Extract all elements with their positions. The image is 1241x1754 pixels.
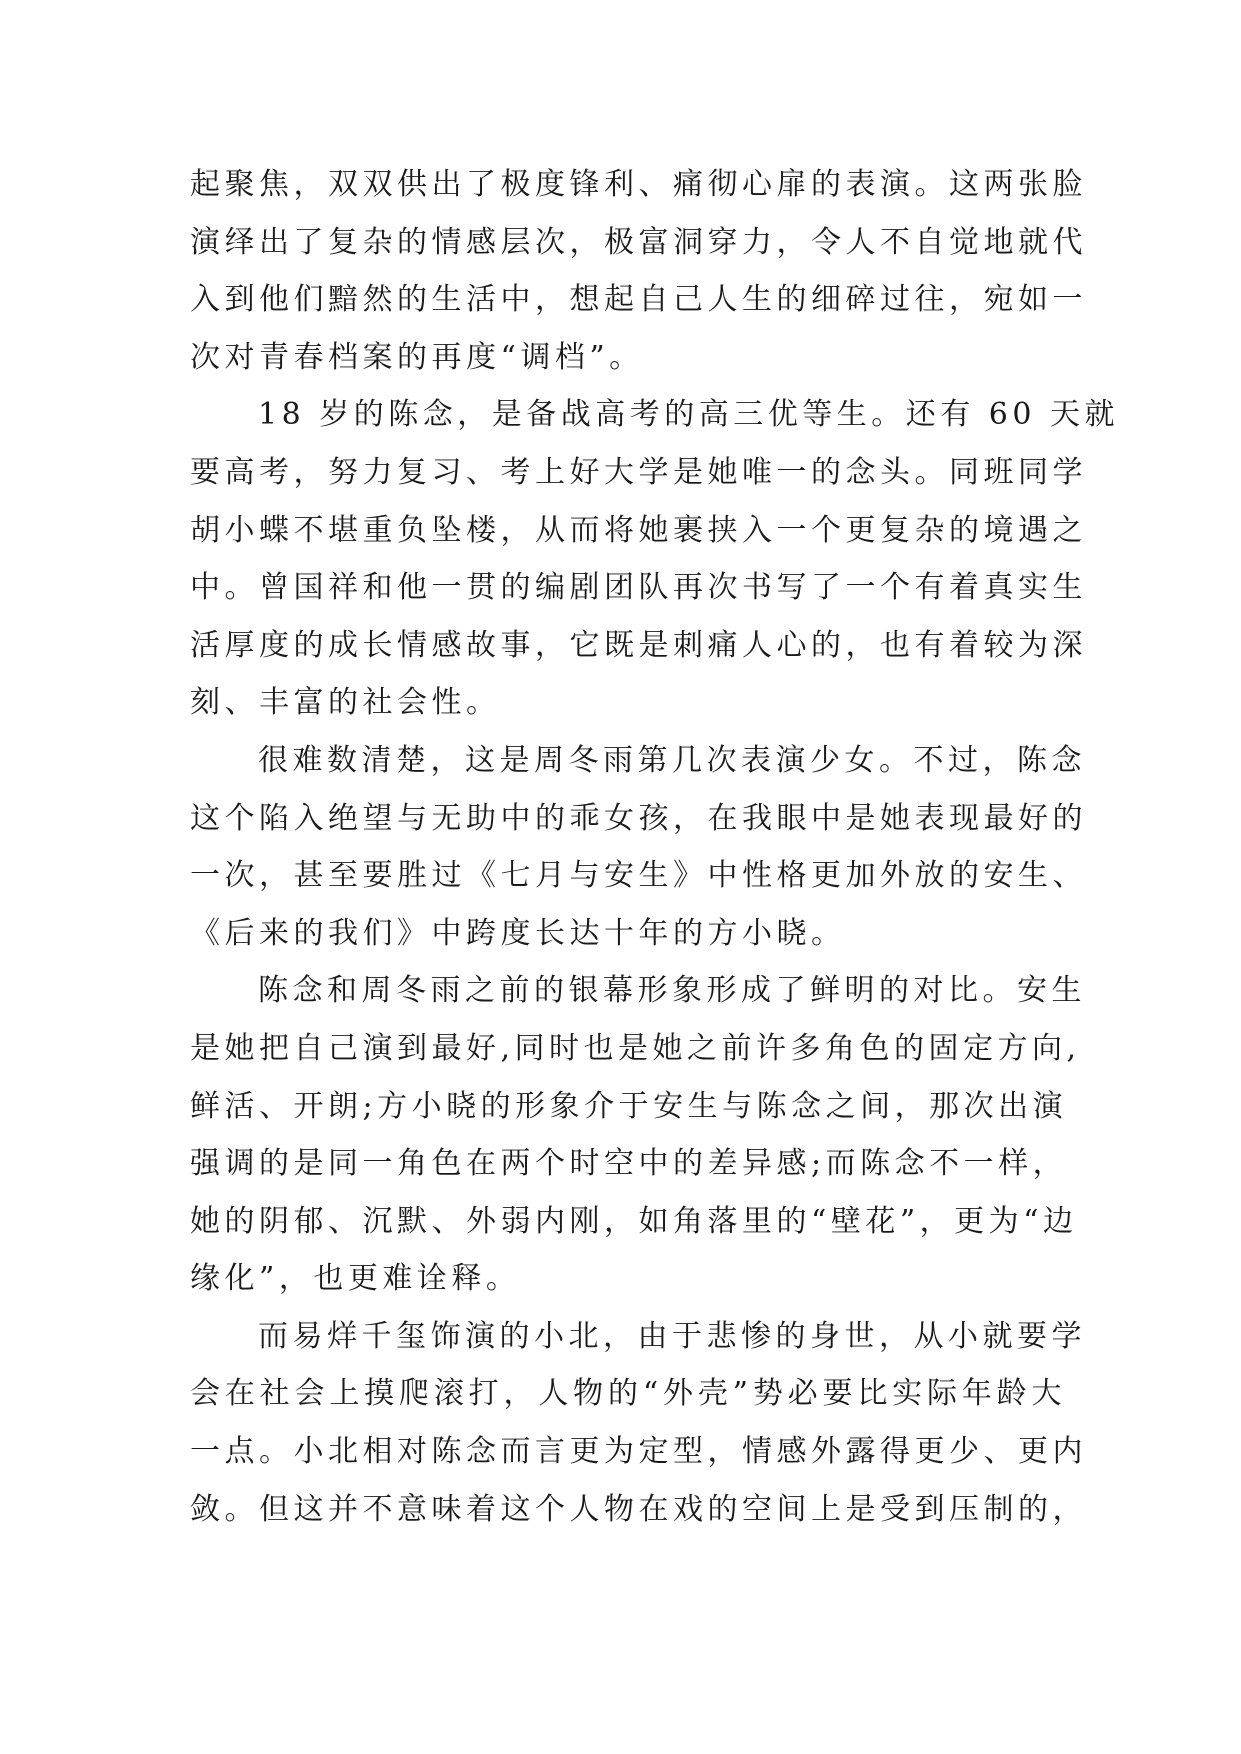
text-line: 活厚度的成长情感故事，它既是刺痛人心的，也有着较为深 — [190, 627, 1087, 663]
text-line: 一点。小北相对陈念而言更为定型，情感外露得更少、更内 — [190, 1434, 1087, 1470]
paragraph — [190, 962, 1086, 1308]
text-line: 刻、丰富的社会性。 — [190, 685, 501, 721]
paragraph — [190, 156, 1087, 386]
text-line: 敛。但这并不意味着这个人物在戏的空间上是受到压制的， — [190, 1491, 1087, 1527]
article-body — [190, 156, 1119, 1538]
text-line: 这个陷入绝望与无助中的乖女孩，在我眼中是她表现最好的 — [190, 800, 1087, 836]
text-line: 胡小蝶不堪重负坠楼，从而将她裹挟入一个更复杂的境遇之 — [190, 512, 1087, 548]
text-line: 缘化”，也更难诠释。 — [190, 1261, 521, 1297]
text-line: 很难数清楚，这是周冬雨第几次表演少女。不过，陈念 — [258, 742, 1086, 778]
text-line: 中。曾国祥和他一贯的编剧团队再次书写了一个有着真实生 — [190, 570, 1087, 606]
text-line: 会在社会上摸爬滚打，人物的“外壳”势必要比实际年龄大 — [190, 1376, 1066, 1412]
paragraph — [190, 386, 1119, 732]
text-line: 她的阴郁、沉默、外弱内刚，如角落里的“壁花”，更为“边 — [190, 1203, 1078, 1239]
text-line: 要高考，努力复习、考上好大学是她唯一的念头。同班同学 — [190, 454, 1087, 490]
text-line: 陈念和周冬雨之前的银幕形象形成了鲜明的对比。安生 — [258, 973, 1086, 1009]
text-line: 起聚焦，双双供出了极度锋利、痛彻心扉的表演。这两张脸 — [190, 167, 1087, 202]
text-line: 而易烊千玺饰演的小北，由于悲惨的身世，从小就要学 — [258, 1318, 1086, 1354]
text-line: 《后来的我们》中跨度长达十年的方小晓。 — [190, 915, 846, 951]
text-line: 入到他们黯然的生活中，想起自己人生的细碎过往，宛如一 — [190, 282, 1087, 318]
text-line: 强调的是同一角色在两个时空中的差异感;而陈念不一样， — [190, 1146, 1068, 1182]
text-line: 演绎出了复杂的情感层次，极富洞穿力，令人不自觉地就代 — [190, 224, 1087, 260]
text-line: 18 岁的陈念，是备战高考的高三优等生。还有 60 天就 — [258, 397, 1119, 433]
text-line: 一次，甚至要胜过《七月与安生》中性格更加外放的安生、 — [190, 858, 1087, 894]
text-line: 次对青春档案的再度“调档”。 — [190, 339, 644, 375]
paragraph — [190, 1308, 1087, 1538]
text-line: 是她把自己演到最好,同时也是她之前许多角色的固定方向, — [190, 1030, 1081, 1066]
paragraph — [190, 732, 1087, 962]
text-line: 鲜活、开朗;方小晓的形象介于安生与陈念之间，那次出演 — [190, 1088, 1068, 1124]
